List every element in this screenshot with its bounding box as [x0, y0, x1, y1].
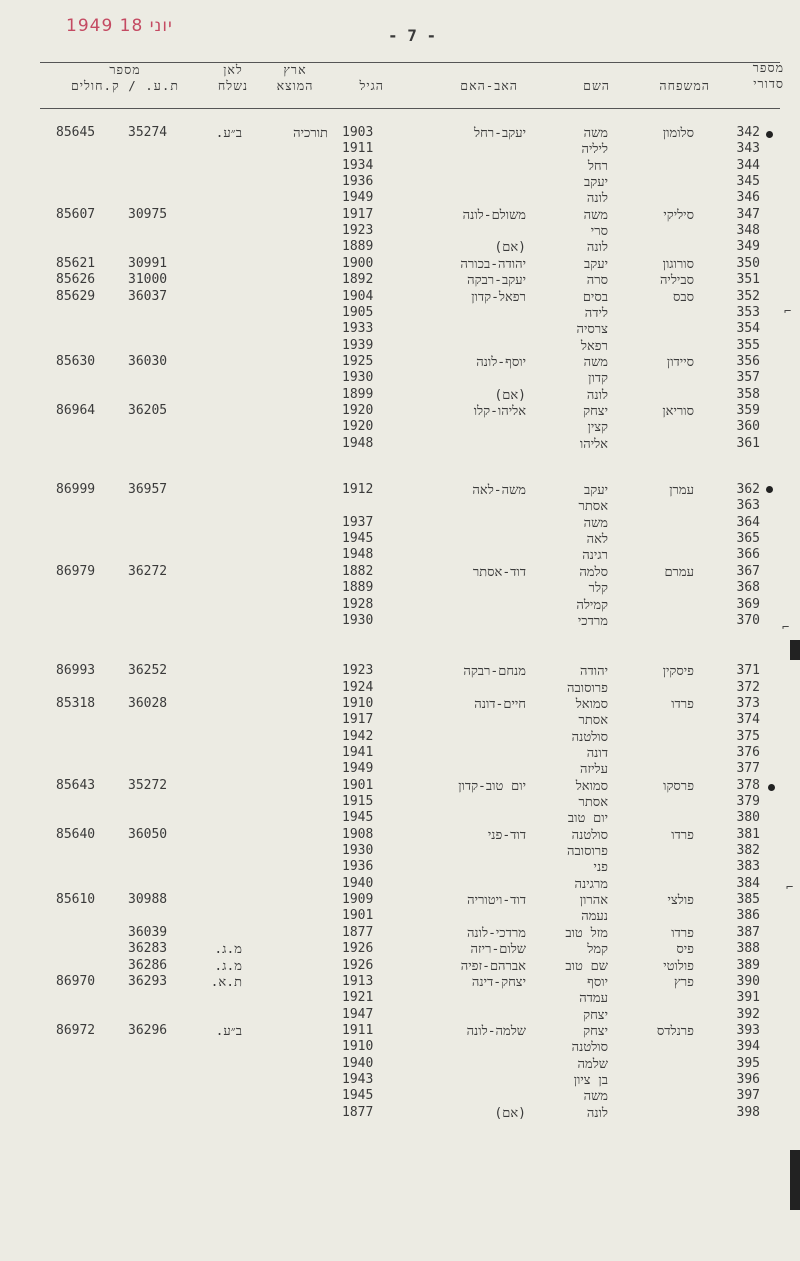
cell-year: 1928 — [342, 596, 374, 612]
cell-ser: 372 — [736, 679, 760, 695]
cell-fam: סביליה — [659, 273, 694, 289]
cell-year: 1936 — [342, 859, 374, 875]
cell-fam: סבס — [672, 289, 694, 305]
cell-year: 1920 — [342, 403, 374, 418]
cell-fam: סלומון — [662, 126, 694, 141]
cell-par: משה-לאה — [472, 483, 526, 498]
cell-fam: עמרן — [669, 483, 694, 498]
cell-first: משה — [583, 515, 608, 531]
cell-year: 1948 — [342, 435, 374, 451]
cell-year: 1937 — [342, 514, 374, 530]
cell-par: משולם-לונה — [462, 207, 526, 223]
header-age: הגיל — [359, 78, 384, 93]
cell-first: רפאל — [580, 338, 608, 354]
cell-first: עליזה — [580, 762, 608, 778]
cell-dep: ת.א. — [210, 974, 242, 990]
cell-year: 1909 — [342, 892, 374, 908]
cell-ser: 394 — [736, 1039, 760, 1055]
cell-dep: מ.ג. — [214, 942, 242, 958]
cell-first: יהודה — [580, 664, 608, 680]
cell-n2: 85610 — [56, 892, 96, 908]
cell-ser: 361 — [736, 435, 760, 451]
scan-edge-mark — [790, 1150, 800, 1210]
cell-n1: 30991 — [128, 255, 168, 271]
cell-ser: 391 — [736, 990, 760, 1006]
cell-par: מרדכי-לונה — [466, 925, 526, 941]
cell-year: 1941 — [342, 744, 374, 760]
cell-ser: 385 — [736, 892, 760, 908]
header-departure: לאן נשלח — [217, 62, 249, 93]
cell-ser: 373 — [736, 695, 760, 711]
cell-par: יעקב-רחל — [474, 126, 526, 141]
cell-ser: 369 — [736, 596, 760, 612]
cell-first: יצחק — [583, 1023, 608, 1039]
margin-tick: ⌐ — [784, 304, 792, 318]
cell-first: מזל טוב — [565, 925, 608, 941]
margin-dot — [766, 131, 773, 138]
cell-year: 1900 — [342, 255, 374, 271]
cell-first: אסתר — [578, 499, 608, 515]
cell-fam: סיליקי — [663, 207, 694, 223]
cell-first: קצין — [587, 420, 608, 436]
cell-ser: 390 — [736, 973, 760, 989]
cell-ser: 355 — [736, 337, 760, 353]
cell-first: יצחק — [583, 404, 608, 419]
cell-first: סלמה — [579, 564, 608, 580]
cell-year: 1947 — [342, 1006, 374, 1022]
cell-par: מנחם-רבקה — [463, 664, 526, 680]
cell-n1: 36286 — [128, 957, 168, 973]
cell-year: 1934 — [342, 157, 374, 173]
cell-year: 1910 — [342, 695, 374, 711]
cell-year: 1905 — [342, 304, 374, 320]
cell-year: 1917 — [342, 712, 374, 728]
cell-ser: 397 — [736, 1088, 760, 1104]
cell-ser: 398 — [736, 1104, 760, 1120]
cell-first: קלר — [588, 581, 608, 597]
cell-ser: 384 — [736, 875, 760, 891]
cell-n1: 35272 — [128, 777, 168, 793]
cell-fam: פולצי — [667, 893, 694, 909]
header-serial: מספר סדורי — [752, 60, 784, 91]
cell-first: בן ציון — [573, 1072, 608, 1088]
cell-n2: 86999 — [56, 482, 96, 497]
cell-year: 1943 — [342, 1071, 374, 1087]
cell-fam: סיידון — [666, 354, 694, 370]
cell-first: מרדכי — [577, 613, 608, 629]
cell-year: 1926 — [342, 941, 374, 957]
cell-n2: 85607 — [56, 206, 96, 222]
cell-first: לונה — [586, 240, 608, 256]
cell-first: אסתר — [578, 713, 608, 729]
cell-ser: 381 — [736, 826, 760, 842]
cell-n1: 30975 — [128, 206, 168, 222]
header-numbers: מספר ת.ע. / ק.חולים — [70, 62, 180, 93]
cell-ser: 351 — [736, 272, 760, 288]
cell-first: רגינה — [582, 548, 608, 564]
cell-fam: סורוגון — [662, 256, 694, 272]
cell-first: משה — [583, 207, 608, 223]
cell-ser: 375 — [736, 728, 760, 744]
cell-par: דוד-פני — [487, 827, 526, 843]
cell-first: בסים — [582, 289, 608, 305]
cell-n1: 36957 — [128, 482, 168, 497]
cell-year: 1942 — [342, 728, 374, 744]
cell-ser: 389 — [736, 957, 760, 973]
cell-ser: 343 — [736, 141, 760, 157]
cell-ser: 371 — [736, 663, 760, 679]
cell-n1: 36028 — [128, 695, 168, 711]
cell-par: יצחק-דינה — [471, 974, 526, 990]
cell-n1: 36039 — [128, 924, 168, 940]
cell-n1: 36050 — [128, 826, 168, 842]
cell-ser: 345 — [736, 174, 760, 189]
cell-year: 1949 — [342, 761, 374, 777]
cell-year: 1901 — [342, 777, 374, 793]
cell-year: 1940 — [342, 1055, 374, 1071]
cell-n1: 30988 — [128, 892, 168, 908]
cell-year: 1917 — [342, 206, 374, 222]
cell-first: לונה — [586, 191, 608, 207]
cell-par: דוד-ויטוריה — [467, 893, 526, 909]
cell-dep: ב״ע. — [215, 126, 242, 141]
cell-first: יעקב — [584, 483, 608, 498]
cell-fam: פיס — [676, 942, 694, 958]
cell-ser: 346 — [736, 190, 760, 206]
cell-year: 1921 — [342, 990, 374, 1006]
cell-first: יעקב — [584, 256, 608, 272]
cell-n2: 86972 — [56, 1022, 96, 1038]
cell-year: 1899 — [342, 386, 374, 402]
header-bottom-rule — [40, 108, 780, 109]
cell-first: פרוסובה — [567, 680, 608, 696]
cell-n2: 85645 — [56, 125, 96, 140]
cell-fam: פיסקין — [662, 664, 694, 680]
cell-n2: 86979 — [56, 563, 96, 579]
cell-first: קמל — [587, 942, 608, 958]
cell-year: 1949 — [342, 190, 374, 206]
cell-ser: 350 — [736, 255, 760, 271]
cell-first: סולטנה — [571, 729, 608, 745]
cell-ser: 347 — [736, 206, 760, 222]
cell-ser: 378 — [736, 777, 760, 793]
cell-n2: 85630 — [56, 353, 96, 369]
cell-year: 1910 — [342, 1039, 374, 1055]
cell-first: ליליה — [581, 142, 608, 158]
cell-n2: 85640 — [56, 826, 96, 842]
cell-ser: 357 — [736, 370, 760, 386]
cell-year: 1904 — [342, 288, 374, 304]
cell-first: סולטנה — [571, 827, 608, 843]
cell-ser: 368 — [736, 580, 760, 596]
date-stamp: 1949 יוני 18 — [66, 16, 173, 36]
cell-year: 1945 — [342, 531, 374, 547]
cell-n2: 86993 — [56, 663, 96, 679]
cell-year: 1915 — [342, 794, 374, 809]
cell-first: יעקב — [584, 175, 608, 190]
cell-first: לאה — [586, 532, 608, 548]
cell-ser: 388 — [736, 941, 760, 957]
cell-first: לידה — [584, 305, 608, 321]
cell-first: משה — [583, 354, 608, 370]
cell-year: 1933 — [342, 321, 374, 337]
cell-ser: 358 — [736, 386, 760, 402]
cell-n2: 85318 — [56, 695, 96, 711]
cell-ser: 349 — [736, 239, 760, 255]
cell-n1: 36030 — [128, 353, 168, 369]
cell-fam: פרץ — [674, 974, 694, 990]
header-family: המשפחה — [659, 78, 710, 93]
cell-first: משה — [583, 1089, 608, 1105]
cell-year: 1925 — [342, 353, 374, 369]
cell-n2: 85621 — [56, 255, 96, 271]
cell-par: חיים-דונה — [474, 696, 526, 712]
cell-year: 1911 — [342, 141, 374, 157]
cell-year: 1930 — [342, 370, 374, 386]
cell-n1: 31000 — [128, 272, 168, 288]
cell-year: 1892 — [342, 272, 374, 288]
cell-ser: 395 — [736, 1055, 760, 1071]
cell-par: דוד-אסתר — [472, 564, 526, 580]
cell-ser: 365 — [736, 531, 760, 547]
cell-n1: 36037 — [128, 288, 168, 304]
cell-year: 1889 — [342, 580, 374, 596]
cell-fam: פולוטי — [663, 958, 694, 974]
cell-first: נעמה — [581, 909, 608, 925]
cell-par: רפאל-קדון — [471, 289, 526, 305]
cell-ser: 359 — [736, 403, 760, 418]
margin-dot — [766, 486, 773, 493]
cell-ser: 360 — [736, 419, 760, 435]
cell-year: 1920 — [342, 419, 374, 435]
cell-first: רחל — [587, 158, 608, 174]
cell-year: 1882 — [342, 563, 374, 579]
cell-ser: 344 — [736, 157, 760, 173]
cell-fam: פרנלדס — [656, 1023, 694, 1039]
cell-year: 1911 — [342, 1022, 374, 1038]
cell-first: שם טוב — [565, 958, 608, 974]
cell-year: 1926 — [342, 957, 374, 973]
cell-first: לונה — [586, 387, 608, 403]
cell-first: צרסיה — [576, 322, 608, 338]
cell-n2: 86964 — [56, 403, 96, 418]
cell-par: (אם) — [494, 240, 526, 256]
cell-ser: 364 — [736, 514, 760, 530]
cell-ser: 354 — [736, 321, 760, 337]
cell-fam: עמרם — [664, 564, 694, 580]
cell-ser: 366 — [736, 547, 760, 563]
cell-year: 1945 — [342, 1088, 374, 1104]
cell-first: סרי — [590, 224, 608, 240]
cell-fam: סוריאן — [662, 404, 694, 419]
cell-first: דונה — [586, 745, 608, 761]
cell-n1: 36293 — [128, 973, 168, 989]
cell-n1: 36205 — [128, 403, 168, 418]
cell-first: סולטנה — [571, 1040, 608, 1056]
cell-year: 1940 — [342, 875, 374, 891]
cell-year: 1923 — [342, 663, 374, 679]
cell-dep: מ.ג. — [214, 958, 242, 974]
cell-first: אהרון — [579, 893, 608, 909]
cell-n1: 35274 — [128, 125, 168, 140]
header-origin: ארץ המוצא — [276, 62, 314, 93]
cell-par: (אם) — [494, 387, 526, 403]
cell-ser: 342 — [736, 125, 760, 140]
cell-fam: פרדו — [671, 925, 694, 941]
cell-ser: 356 — [736, 353, 760, 369]
cell-year: 1930 — [342, 843, 374, 858]
scan-edge-mark — [790, 640, 800, 660]
margin-dot — [768, 784, 775, 791]
cell-first: משה — [583, 126, 608, 141]
cell-par: אברהם-זפיה — [460, 958, 526, 974]
cell-ser: 367 — [736, 563, 760, 579]
cell-ser: 352 — [736, 288, 760, 304]
cell-ser: 362 — [736, 482, 760, 497]
cell-n2: 85629 — [56, 288, 96, 304]
cell-first: פני — [593, 860, 608, 876]
page-number: - 7 - — [388, 26, 437, 45]
margin-tick: ⌐ — [782, 620, 790, 634]
cell-fam: פרדו — [671, 696, 694, 712]
cell-first: מרגינה — [574, 876, 608, 892]
cell-first: קדון — [588, 371, 608, 387]
cell-year: 1945 — [342, 810, 374, 826]
cell-first: סרה — [586, 273, 608, 289]
cell-year: 1936 — [342, 174, 374, 189]
cell-fam: פרסקו — [663, 778, 694, 794]
cell-first: עמדה — [579, 991, 608, 1007]
cell-first: סמואל — [575, 696, 608, 712]
cell-year: 1948 — [342, 547, 374, 563]
cell-n1: 36283 — [128, 941, 168, 957]
cell-first: יצחק — [583, 1007, 608, 1023]
cell-first: לונה — [586, 1105, 608, 1121]
cell-first: שלמה — [577, 1056, 608, 1072]
cell-first: סמואל — [575, 778, 608, 794]
cell-par: יעקב-רבקה — [467, 273, 526, 289]
cell-first: יום טוב — [567, 811, 608, 827]
cell-orig: תורכיה — [293, 126, 328, 141]
cell-n2: 86970 — [56, 973, 96, 989]
margin-tick: ⌐ — [786, 880, 794, 894]
cell-year: 1913 — [342, 973, 374, 989]
cell-year: 1912 — [342, 482, 374, 497]
cell-ser: 374 — [736, 712, 760, 728]
cell-par: שלמה-לונה — [466, 1023, 526, 1039]
cell-year: 1889 — [342, 239, 374, 255]
cell-ser: 380 — [736, 810, 760, 826]
cell-year: 1901 — [342, 908, 374, 924]
cell-par: (אם) — [494, 1105, 526, 1121]
cell-year: 1908 — [342, 826, 374, 842]
cell-n2: 85626 — [56, 272, 96, 288]
cell-first: אסתר — [578, 795, 608, 810]
cell-first: קמילה — [576, 597, 608, 613]
header-parents: האב-האם — [460, 78, 518, 93]
cell-n1: 36296 — [128, 1022, 168, 1038]
cell-n1: 36272 — [128, 563, 168, 579]
cell-n2: 85643 — [56, 777, 96, 793]
cell-first: אליהו — [579, 436, 608, 452]
cell-par: יום טוב-קדון — [458, 778, 526, 794]
cell-ser: 363 — [736, 498, 760, 514]
cell-ser: 353 — [736, 304, 760, 320]
cell-par: יהודה-בכורה — [460, 256, 526, 272]
cell-dep: ב״ע. — [215, 1023, 242, 1039]
cell-ser: 348 — [736, 223, 760, 239]
cell-ser: 387 — [736, 924, 760, 940]
cell-ser: 370 — [736, 612, 760, 628]
cell-ser: 376 — [736, 744, 760, 760]
cell-year: 1923 — [342, 223, 374, 239]
cell-year: 1930 — [342, 612, 374, 628]
cell-year: 1903 — [342, 125, 374, 140]
cell-n1: 36252 — [128, 663, 168, 679]
cell-ser: 393 — [736, 1022, 760, 1038]
cell-first: פרוסובה — [567, 844, 608, 859]
cell-ser: 396 — [736, 1071, 760, 1087]
cell-ser: 386 — [736, 908, 760, 924]
header-first-name: השם — [583, 78, 610, 93]
cell-year: 1877 — [342, 924, 374, 940]
cell-ser: 392 — [736, 1006, 760, 1022]
cell-par: שלום-ריזה — [470, 942, 526, 958]
cell-year: 1924 — [342, 679, 374, 695]
cell-ser: 382 — [736, 843, 760, 858]
cell-year: 1877 — [342, 1104, 374, 1120]
cell-ser: 377 — [736, 761, 760, 777]
cell-ser: 379 — [736, 794, 760, 809]
cell-par: יוסף-לונה — [476, 354, 526, 370]
cell-first: יוסף — [587, 974, 608, 990]
cell-year: 1939 — [342, 337, 374, 353]
cell-ser: 383 — [736, 859, 760, 875]
cell-par: אליהו-קלו — [473, 404, 526, 419]
cell-fam: פרדו — [671, 827, 694, 843]
